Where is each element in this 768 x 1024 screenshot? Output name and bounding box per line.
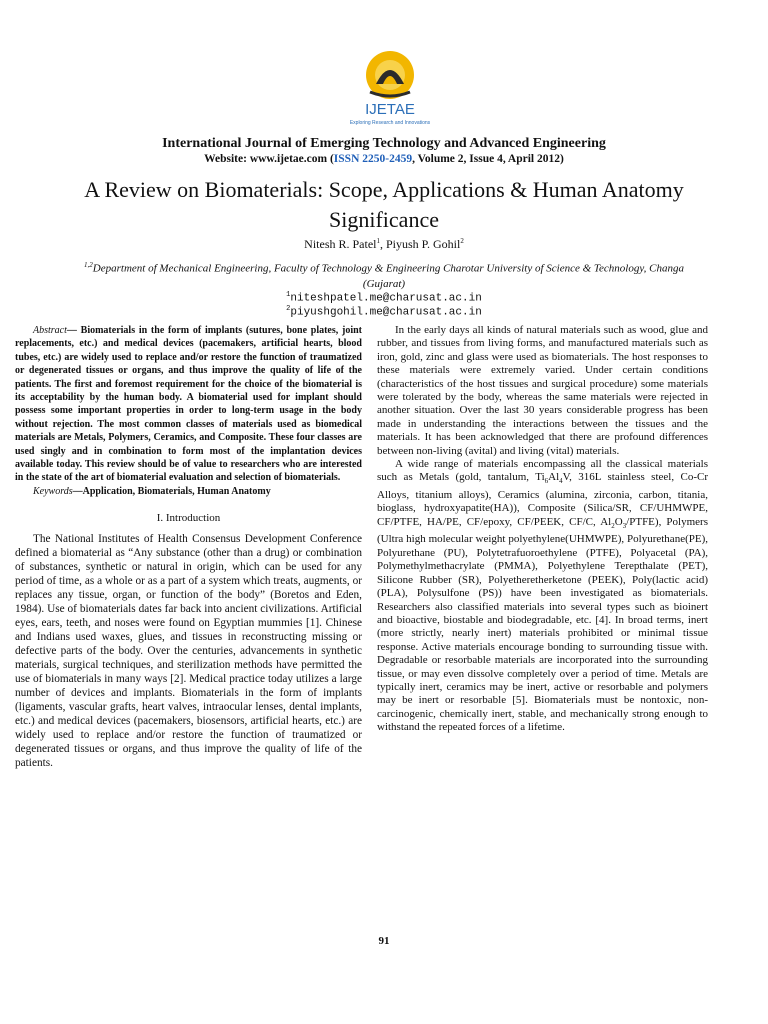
paper-title: A Review on Biomaterials: Scope, Applications & Human Anatomy Significance bbox=[84, 177, 684, 232]
email-1-sup: 1 bbox=[286, 291, 291, 299]
author-1: Nitesh R. Patel bbox=[304, 237, 377, 251]
logo-emblem-icon bbox=[340, 48, 440, 128]
email-2-sup: 2 bbox=[286, 305, 291, 313]
right-paragraph-2 bbox=[377, 458, 708, 735]
para2-sub-2: 4 bbox=[559, 477, 563, 486]
abstract-dash: — bbox=[66, 325, 81, 336]
keywords-text: —Application, Biomaterials, Human Anatomy bbox=[72, 485, 271, 497]
abstract-text: Biomaterials in the form of implants (sutures, bone plates, joint replacements, etc.) and medical devices (pacemakers, artificial hearts, blood tubes, etc.) are widely used to replace and/or restore the function of traumatized or degenerated tissues or organs, and thus improve the quality of life of the patients. The first and foremost requirement for the choice of the biomaterial is its acceptability by the human body. A biomaterial used for implant should possess some important properties in order to long-term usage in the body without rejection. The most common classes of materials used as biomedical materials are Metals, Polymers, Ceramics, and Composite. These four classes are used singly and in combination to form most of the implantation devices available today. This review should be of value to researchers who are interested in the state of the art of biomaterial evaluation and selection of biomaterials. bbox=[15, 325, 363, 484]
author-2: Piyush P. Gohil bbox=[385, 237, 461, 251]
para2-part-a: A wide range of materials encompassing all the classical materials such as Metals (gold, tantalum, Ti bbox=[377, 458, 708, 484]
para2-part-d: O bbox=[614, 515, 623, 528]
abstract bbox=[15, 324, 362, 485]
right-column bbox=[377, 324, 708, 735]
email-1-address[interactable]: niteshpatel.me@charusat.ac.in bbox=[290, 292, 482, 305]
affiliation-sup: 1,2 bbox=[84, 261, 93, 269]
affiliation bbox=[84, 258, 684, 292]
volume-info: , Volume 2, Issue 4, April 2012) bbox=[412, 153, 564, 165]
website-prefix: Website: www.ijetae.com ( bbox=[204, 153, 334, 165]
affiliation-text: Department of Mechanical Engineering, Faculty of Technology & Engineering Charotar University of Science & Technology, Changa (Gujarat) bbox=[92, 262, 684, 290]
abstract-label: Abstract bbox=[33, 325, 67, 336]
para2-part-e: /PTFE), Polymers (Ultra high molecular weight polyethylene(UHMWPE), Polyurethane(PE), Polyurethane (PU), Polytetrafuoroethylene (PTFE), Polyacetal (PA), Polymethylmethacrylate (PMMA), Polyethylene Terepthalate (PET), Silicone Rubber (SR), Polyetheretherketone (PEEK), Poly(lactic acid) (PLA), Polysulfone (PS)) have been investigated as biomaterials. Researchers also classified materials into several types such as bioinert and bioactive, biostable and biodegradable, etc. [4]. In broad terms, inert (more strictly, nearly inert) materials prohibited or minimal tissue response. Active materials encourage bonding to surrounding tissue with. Degradable or resorbable materials are incorporated into the surrounding tissue, or may even dissolve completely over a period of time. Metals are typically inert, ceramics may be inert, active or resorbable and polymers may be inert or resorbable [5]. Biomaterials must be nontoxic, non-carcinogenic, chemically inert, stable, and mechanically strong enough to withstand the repeated forces of a lifetime. bbox=[377, 515, 708, 734]
journal-logo bbox=[340, 48, 440, 128]
email-2[interactable] bbox=[0, 305, 768, 319]
right-paragraph-1: In the early days all kinds of natural materials such as wood, glue and rubber, and tissues from living forms, and manufactured materials such as iron, gold, zinc and glass were used as biomaterials. The host responses to these materials were extremely varied. Under certain conditions (characteristics of the host tissues and surgical procedure) some materials were tolerated by the body, whereas the same materials were rejected in another situation. Over the last 30 years considerable progress has been made in understanding the interactions between the tissues and the materials. It has been acknowledged that there are profound differences between non-living (avital) and living (vital) materials. bbox=[377, 324, 708, 457]
keywords bbox=[15, 485, 362, 498]
left-column bbox=[15, 324, 362, 770]
issn-link[interactable]: ISSN 2250-2459 bbox=[333, 153, 413, 165]
para2-part-c: V, 316L stainless steel, Co-Cr Alloys, titanium alloys), Ceramics (alumina, zirconia, carbon, titania, bioglass, hydroxyapatite(HA)), Composite (Silica/SR, CF/UHMWPE, CF/PTFE, HA/PE, CF/epoxy, CF/PEEK, CF/C, Al bbox=[377, 471, 708, 528]
keywords-label: Keywords bbox=[33, 485, 73, 497]
author-separator: , bbox=[379, 237, 386, 251]
email-1[interactable] bbox=[0, 291, 768, 305]
journal-website-line bbox=[0, 153, 768, 165]
section-heading: I. Introduction bbox=[156, 512, 221, 525]
para2-sub-3: 2 bbox=[611, 522, 615, 531]
author-1-sup: 1 bbox=[376, 237, 380, 245]
para2-part-b: Al bbox=[548, 471, 560, 484]
para2-sub-4: 3 bbox=[622, 522, 627, 531]
page-number: 91 bbox=[378, 935, 390, 947]
para2-sub-1: 6 bbox=[544, 477, 549, 486]
journal-title: International Journal of Emerging Technology and Advanced Engineering bbox=[162, 136, 606, 151]
author-2-sup: 2 bbox=[460, 237, 464, 245]
logo-text: IJETAE bbox=[365, 101, 415, 118]
email-2-address[interactable]: piyushgohil.me@charusat.ac.in bbox=[290, 306, 482, 319]
author-line bbox=[0, 237, 768, 252]
intro-paragraph: The National Institutes of Health Consensus Development Conference defined a biomaterial as “Any substance (other than a drug) or combination of substances, synthetic or natural in origin, which can be used for any period of time, as a whole or as a part of a system which treats, augments, or replaces any tissue, organ, or function of the body” (Boretos and Eden, 1984). Use of biomaterials dates far back into ancient civilizations. Artificial eyes, ears, teeth, and noses were found on Egyptian mummies [1]. Chinese and Indians used waxes, glues, and tissues in reconstructing missing or defective parts of the body. Over the centuries, advancements in synthetic materials, surgical techniques, and sterilization methods have permitted the use of biomaterials in many ways [2]. Medical practice today utilizes a large number of devices and implants. Biomaterials in the form of implants (ligaments, vascular grafts, heart valves, intraocular lenses, dental implants, etc.) and medical devices (pacemakers, biosensors, artificial hearts, etc.) are widely used to replace and/or restore the function of traumatized or degenerated tissues or organs, and thus improve the quality of life of the patients. bbox=[15, 532, 362, 769]
logo-tagline: Exploring Research and Innovations bbox=[349, 120, 431, 126]
